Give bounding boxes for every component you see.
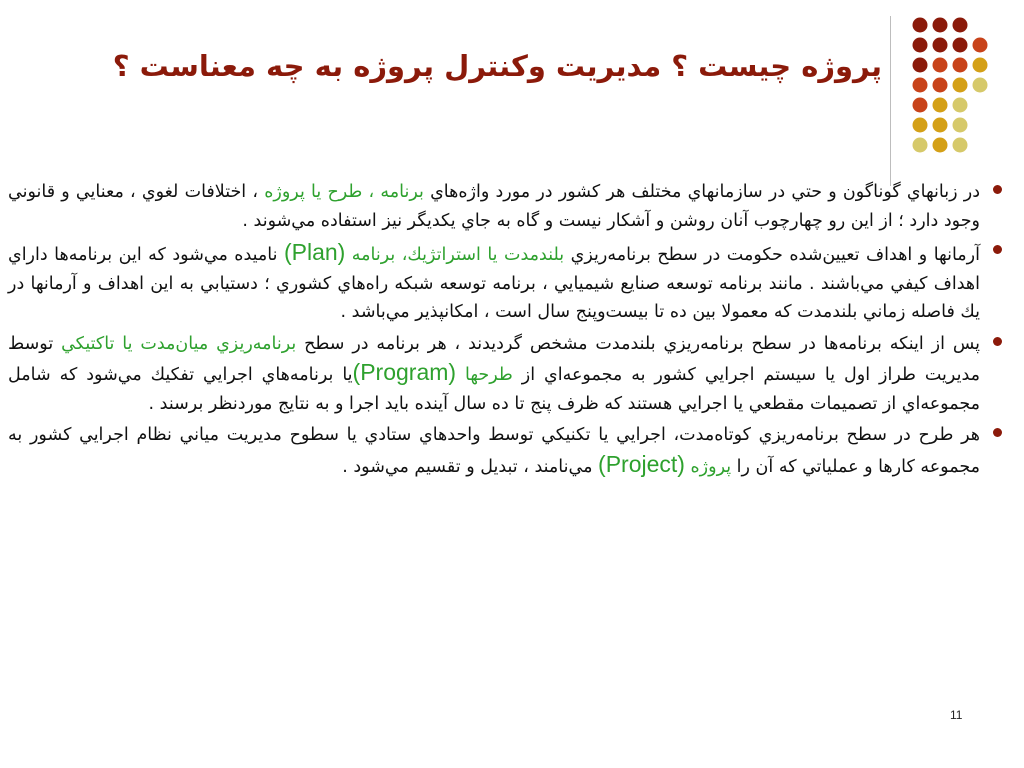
decorative-dot [913,138,928,153]
slide-title: پروژه چيست ؟ مديريت وكنترل پروژه به چه معناست ؟ [112,49,882,83]
decorative-dot [913,38,928,53]
decorative-dot [953,78,968,93]
bullet-paragraph-4 [8,421,980,481]
decorative-dot [933,78,948,93]
slide-body [8,178,980,484]
decorative-dot [913,58,928,73]
bullet-icon [993,245,1002,254]
decorative-dot [913,78,928,93]
decorative-dot-grid [908,16,1008,166]
decorative-dot [913,18,928,33]
decorative-dot [933,118,948,133]
highlighted-term: پروژه [684,456,732,477]
bullet-icon [993,428,1002,437]
decorative-dot [953,58,968,73]
paragraph-text [8,239,980,322]
bullet-paragraph-3 [8,330,980,419]
text-segment: ناميده مي‌شود كه اين برنامه‌ها داراي اهداف كيفي مي‌باشند . مانند برنامه توسعه صنايع شيميايي ، برنامه توسعه شبكه راه‌هاي كشوري ؛ دستيابي به اين اهداف و آرمانها در يك فاصله زماني بلندمدت كه معمولا بين ده تا بيست‌وپنج سال است ، امكانپذير مي‌باشد . [8,245,980,322]
text-segment: مي‌نامند ، تبديل و تقسيم مي‌شود . [342,456,599,477]
decorative-dot [953,18,968,33]
text-segment: پس از اينكه برنامه‌ها در سطح برنامه‌ريزي بلندمدت مشخص گرديدند ، هر برنامه در سطح [296,333,980,354]
bullet-icon [993,337,1002,346]
highlighted-term: بلندمدت يا استراتژيك، برنامه [345,245,565,265]
paragraph-text [8,334,980,414]
decorative-dot [933,38,948,53]
bullet-icon [993,185,1002,194]
text-segment: توسط مديريت طراز اول يا سيستم اجرايي كشور به مجموعه‌اي از [8,333,980,385]
paragraph-text [8,182,980,231]
highlighted-term: (Project) [598,450,685,477]
highlighted-term: (Plan) [283,239,346,265]
decorative-dot [953,98,968,113]
decorative-dot [953,118,968,133]
bullet-paragraph-1 [8,178,980,235]
title-divider-line [890,16,891,186]
highlighted-term: برنامه‌ريزي ميان‌مدت يا تاكتيكي [61,333,297,354]
decorative-dot [953,38,968,53]
paragraph-text [8,425,980,477]
decorative-dot [953,138,968,153]
decorative-dot [933,98,948,113]
decorative-dot [973,58,988,73]
decorative-dot [933,138,948,153]
text-segment: هر طرح در سطح برنامه‌ريزي كوتاه‌مدت، اجرايي يا تكنيكي توسط واحدهاي ستادي يا سطوح مديريت مياني نظام اجرايي كشور به مجموعه كارها و عملياتي كه آن را [8,425,980,477]
bullet-paragraph-2 [8,238,980,327]
decorative-dot [933,18,948,33]
highlighted-term: برنامه ، طرح يا پروژه [264,182,424,202]
text-segment: در زبانهاي گوناگون و حتي در سازمانهاي مختلف هر كشور در مورد واژه‌هاي [423,182,980,202]
decorative-dot [973,38,988,53]
decorative-dot [913,98,928,113]
decorative-dot [913,118,928,133]
page-number: 11 [950,708,963,722]
text-segment: يا برنامه‌هاي اجرايي تفكيك مي‌شود كه شامل مجموعه‌اي از تصميمات مقطعي يا اجرايي هستند كه ظرف پنج تا ده سال آينده بايد اجرا و به نتايج موردنظر برسند . [8,365,980,414]
text-segment: آرمانها و اهداف تعيين‌شده حكومت در سطح برنامه‌ريزي [564,245,980,265]
decorative-dot [933,58,948,73]
decorative-dot [973,78,988,93]
text-segment: ، اختلافات لغوي ، معنايي و قانوني وجود دارد ؛ از اين رو چهارچوب آنان روشن و آشكار نيست و گاه به جاي يكديگر نيز استفاده مي‌شوند . [8,182,980,231]
highlighted-term: طرحها [456,365,513,385]
highlighted-term: (Program) [352,359,457,385]
